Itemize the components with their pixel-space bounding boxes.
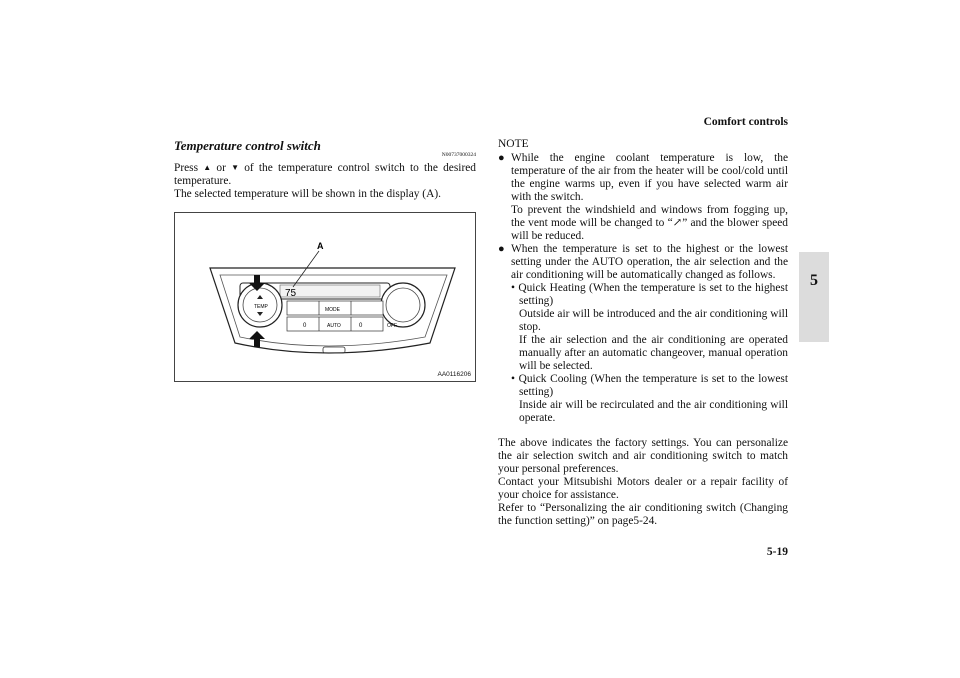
temp-knob-label: TEMP [254, 304, 268, 310]
fan-knob [381, 283, 425, 327]
sub-item-title: • Quick Cooling (When the temperature is set to the lowest setting) [511, 373, 788, 398]
note-list [498, 152, 788, 425]
chapter-number: 5 [810, 272, 818, 289]
section-header: Comfort controls [703, 116, 788, 128]
display-readout: 75 [285, 288, 297, 299]
display-note: The selected temperature will be shown in the display (A). [174, 188, 441, 200]
paragraph: Refer to “Personalizing the air conditioning switch (Changing the function setting)” on page5-24. [498, 502, 788, 527]
press-down-arrow [249, 331, 265, 347]
auto-button-label: AUTO [327, 323, 341, 329]
bullet-dot-icon: ● [498, 152, 505, 164]
footer-paragraphs [498, 437, 788, 528]
page-number: 5-19 [766, 546, 788, 558]
press-word: Press [174, 162, 199, 174]
down-arrow-icon: ▼ [231, 163, 240, 172]
instruction-text [174, 161, 476, 201]
note-item [498, 152, 788, 243]
paragraph: Contact your Mitsubishi Motors dealer or a repair facility of your choice for assistance. [498, 476, 788, 501]
section-heading: Temperature control switch [174, 138, 321, 153]
note-item [498, 243, 788, 425]
callout-line [293, 251, 319, 287]
reference-code: N00737000324 [441, 152, 476, 158]
climate-panel-illustration [175, 213, 475, 381]
climate-panel-figure [174, 212, 476, 382]
bullet-dot-icon: ● [498, 243, 505, 255]
callout-label: A [317, 241, 324, 251]
zero-left-label: 0 [303, 323, 307, 329]
note-label: NOTE [498, 138, 529, 150]
sub-item-text: Inside air will be recirculated and the air conditioning will operate. [519, 399, 788, 424]
up-arrow-icon: ▲ [203, 163, 212, 172]
instruction-rest: of the temperature control switch to the desired temperature. [174, 162, 477, 187]
note-text: While the engine coolant temperature is low, the temperature of the air from the heater will be cool/cold until the engine warms up, even if you have selected warm air with the switch. [511, 152, 788, 203]
sub-item-text: Outside air will be introduced and the air conditioning will stop. [519, 308, 788, 333]
note-text-2: To prevent the windshield and windows from fogging up, the vent mode will be changed to “↗” and the blower speed will be reduced. [511, 204, 789, 242]
off-button-label: OFF [387, 323, 397, 329]
sub-item-title: • Quick Heating (When the temperature is set to the highest setting) [511, 282, 788, 307]
paragraph: The above indicates the factory settings. You can personalize the air selection switch and air conditioning switch to match your personal preferences. [498, 437, 788, 475]
figure-caption: AA0116206 [437, 371, 471, 378]
mode-button-label: MODE [325, 307, 340, 313]
sub-item-text: If the air selection and the air conditioning are operated manually after an automatic changeover, manual operation will be selected. [519, 334, 788, 372]
zero-right-label: 0 [359, 323, 363, 329]
chapter-tab [799, 252, 829, 342]
note-text: When the temperature is set to the highest or the lowest setting under the AUTO operation, the air selection and the air conditioning will be automatically changed as follows. [511, 243, 788, 281]
or-word: or [216, 162, 226, 174]
